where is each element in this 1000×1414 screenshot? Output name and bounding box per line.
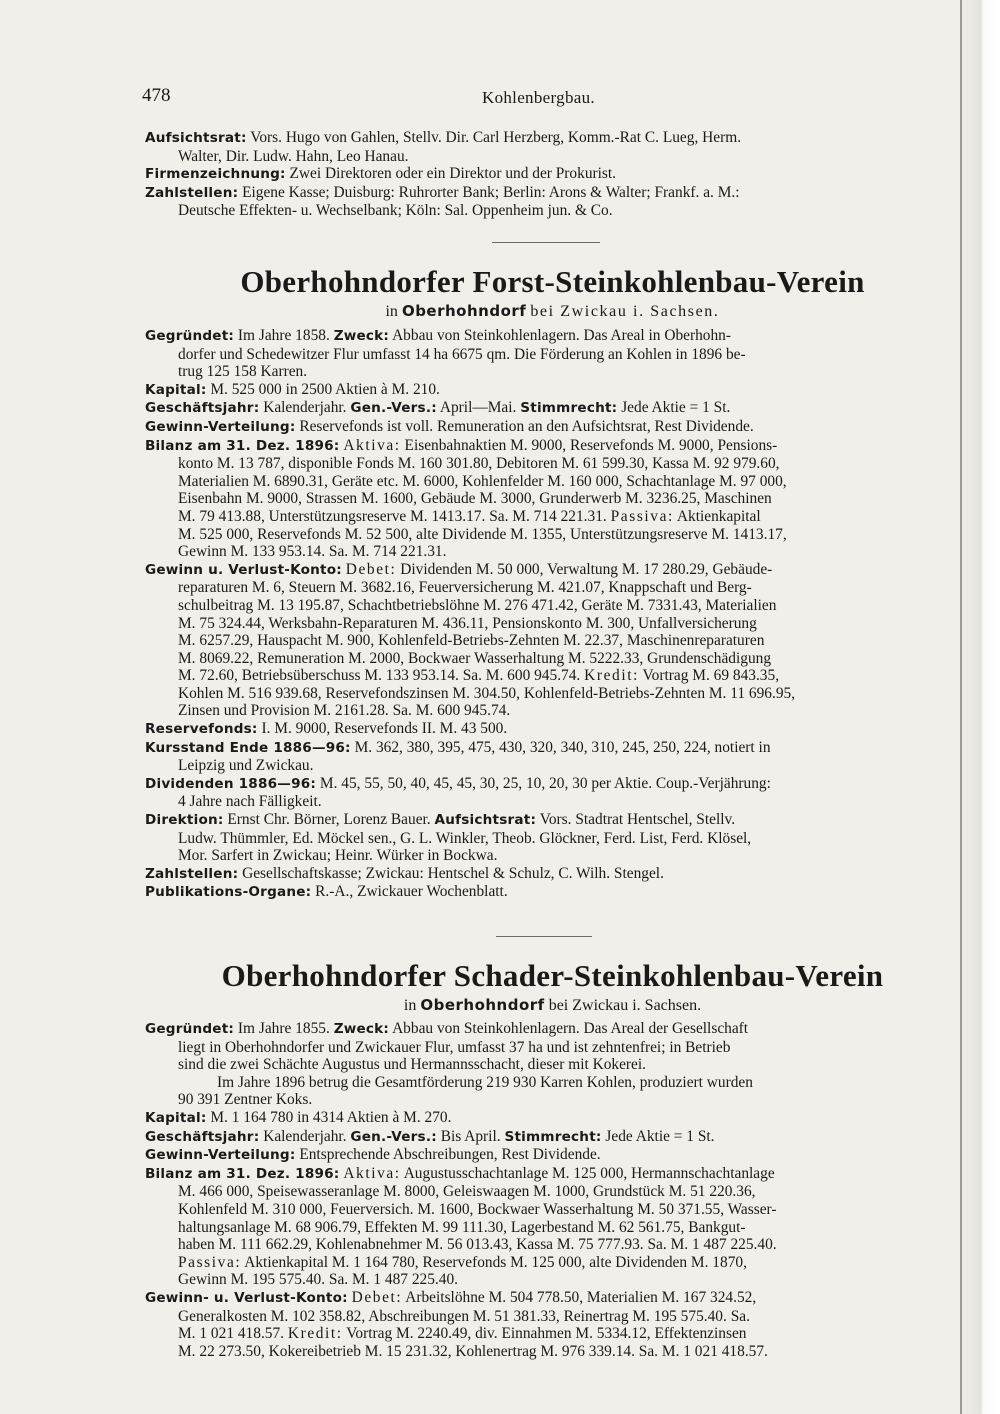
company2-body: Gegründet: Im Jahre 1855. Zweck: Abbau von Steinkohlenlagern. Das Areal der Gesellschaft liegt in Oberhohndorfer und Zwickauer Flur, umfasst 37 ha und ist zehntenfrei; in Betrieb sind die zwei Schächte Augustus und Hermannsschacht, dieser mit Kokerei. Im Jahre 1896 betrug die Gesamtförderung 219 930 Karren Kohlen, produziert wurden 90 391 Zentner Koks. Kapital: M. 1 164 780 in 4314 Aktien à M. 270. Geschäftsjahr: Kalenderjahr. Gen.-Vers.: Bis April. Stimmrecht: Jede Aktie = 1 St. Gewinn-Verteilung: Entsprechende Abschreibungen, Rest Dividende. Bilanz am 31. Dez. 1896: Aktiva: Augustusschachtanlage M. 125 000, Hermannschachtanlage M. 466 000, Speisewasseranlage M. 8000, Geleiswaagen M. 1000, Grundstück M. 51 220.36, Kohlenfeld M. 310 000, Feuerversich. M. 1600, Bockwaer Wasserhaltung M. 50 371.55, Wasser- haltungsanlage M. 68 906.79, Effekten M. 99 111.30, Lagerbestand M. 62 561.75, Bankgut- haben M. 111 662.29, Kohlenabnehmer M. 56 013.43, Kassa M. 75 777.93. Sa. M. 1 487 225.40. Passiva: Aktienkapital M. 1 164 780, Reservefonds M. 125 000, alte Dividenden M. 1870, Gewinn M. 195 575.40. Sa. M. 1 487 225.40. Gewinn- u. Verlust-Konto: Debet: Arbeitslöhne M. 504 778.50, Materialien M. 167 324.52, Generalkosten M. 102 358.82, Abschreibungen M. 51 381.33, Reinertrag M. 195 575.40. Sa. M. 1 021 418.57. Kredit: Vortrag M. 2240.49, div. Einnahmen M. 5334.12, Effektenzinsen M. 22 273.50, Kokereibetrieb M. 15 231.32, Kohlenertrag M. 976 339.14. Sa. M. 1 021 418.57. <box>145 1020 960 1360</box>
c2-gegruendet: Gegründet: Im Jahre 1855. Zweck: Abbau von Steinkohlenlagern. Das Areal der Gesellschaft <box>145 1020 749 1037</box>
c1-dividenden: Dividenden 1886—96: M. 45, 55, 50, 40, 45, 45, 30, 25, 10, 20, 30 per Aktie. Coup.-Verjährung: <box>145 774 771 792</box>
prev-firmenzeichnung: Firmenzeichnung: Zwei Direktoren oder ein Direktor und der Prokurist. <box>145 165 617 183</box>
c1-gewinn-verteilung: Gewinn-Verteilung: Reservefonds ist voll. Remuneration an den Aufsichtsrat, Rest Dividende. <box>145 417 754 435</box>
prev-zahlstellen: Zahlstellen: Eigene Kasse; Duisburg: Ruhrorter Bank; Berlin: Arons & Walter; Frankf. a. M.: <box>145 183 740 201</box>
page-edge-line <box>960 0 962 1414</box>
prev-aufsichtsrat: Aufsichtsrat: Vors. Hugo von Gahlen, Stellv. Dir. Carl Herzberg, Komm.-Rat C. Lueg, Herm. <box>145 129 742 146</box>
page-number: 478 <box>142 85 171 106</box>
c1-gegruendet: Gegründet: Im Jahre 1858. Zweck: Abbau von Steinkohlenlagern. Das Areal in Oberhohn- <box>145 327 732 344</box>
c1-zahlstellen: Zahlstellen: Gesellschaftskasse; Zwickau: Hentschel & Schulz, C. Wilh. Stengel. <box>145 864 664 882</box>
company1-subtitle: in Oberhohndorf bei Zwickau i. Sachsen. <box>385 302 720 320</box>
prev-company-block: Aufsichtsrat: Vors. Hugo von Gahlen, Stellv. Dir. Carl Herzberg, Komm.-Rat C. Lueg, Herm. Walter, Dir. Ludw. Hahn, Leo Hanau. Firmenzeichnung: Zwei Direktoren oder ein Direktor und der Prokurist. Zahlstellen: Eigene Kasse; Duisburg: Ruhrorter Bank; Berlin: Arons & Walter; Frankf. a. M.: Deutsche Effekten- u. Wechselbank; Köln: Sal. Oppenheim jun. & Co. <box>145 129 960 220</box>
c1-bilanz: Bilanz am 31. Dez. 1896: Aktiva: Eisenbahnaktien M. 9000, Reservefonds M. 9000, Pensions- <box>145 436 778 454</box>
c1-reservefonds: Reservefonds: I. M. 9000, Reservefonds II. M. 43 500. <box>145 720 508 738</box>
company1-title: Oberhohndorfer Forst-Steinkohlenbau-Verein <box>240 264 865 299</box>
c1-gewinn-verlust: Gewinn u. Verlust-Konto: Debet: Dividenden M. 50 000, Verwaltung M. 17 280.29, Gebäude- <box>145 560 773 578</box>
c1-kapital: Kapital: M. 525 000 in 2500 Aktien à M. 210. <box>145 380 440 398</box>
c1-publikations-organe: Publikations-Organe: R.-A., Zwickauer Wochenblatt. <box>145 883 508 901</box>
c1-geschaeftsjahr: Geschäftsjahr: Kalenderjahr. Gen.-Vers.: April—Mai. Stimmrecht: Jede Aktie = 1 St. <box>145 399 731 417</box>
section-divider <box>492 242 600 243</box>
company1-body: Gegründet: Im Jahre 1858. Zweck: Abbau von Steinkohlenlagern. Das Areal in Oberhohn- dorfer und Schedewitzer Flur umfasst 14 ha 6675 qm. Die Förderung an Kohlen in 1896 be- trug 125 158 Karren. Kapital: M. 525 000 in 2500 Aktien à M. 210. Geschäftsjahr: Kalenderjahr. Gen.-Vers.: April—Mai. Stimmrecht: Jede Aktie = 1 St. Gewinn-Verteilung: Reservefonds ist voll. Remuneration an den Aufsichtsrat, Rest Dividende. Bilanz am 31. Dez. 1896: Aktiva: Eisenbahnaktien M. 9000, Reservefonds M. 9000, Pensions- konto M. 13 787, disponible Fonds M. 160 301.80, Debitoren M. 61 599.30, Kassa M. 92 979.60, Materialien M. 6890.31, Geräte etc. M. 6000, Kohlenfelder M. 160 000, Schachtanlage M. 97 000, Eisenbahn M. 9000, Strassen M. 1600, Gebäude M. 3000, Grunderwerb M. 3236.25, Maschinen M. 79 413.88, Unterstützungsreserve M. 1413.17. Sa. M. 714 221.31. Passiva: Aktienkapital M. 525 000, Reservefonds M. 52 500, alte Dividende M. 1355, Unterstützungsreserve M. 1413.17, Gewinn M. 133 953.14. Sa. M. 714 221.31. Gewinn u. Verlust-Konto: Debet: Dividenden M. 50 000, Verwaltung M. 17 280.29, Gebäude- reparaturen M. 6, Steuern M. 3682.16, Feuerversicherung M. 421.07, Knappschaft und Berg- schulbeitrag M. 13 195.87, Schachtbetriebslöhne M. 276 471.42, Geräte M. 7331.43, Materialien M. 75 324.44, Werksbahn-Reparaturen M. 436.11, Pensionskonto M. 300, Unfallversicherung M. 6257.29, Hauspacht M. 900, Kohlenfeld-Betriebs-Zehnten M. 22.37, Maschinenreparaturen M. 8069.22, Remuneration M. 2000, Bockwaer Wasserhaltung M. 5222.33, Grundenschädigung M. 72.60, Betriebsüberschuss M. 133 953.14. Sa. M. 600 945.74. Kredit: Vortrag M. 69 843.35, Kohlen M. 516 939.68, Reservefondszinsen M. 304.50, Kohlenfeld-Betriebs-Zehnten M. 11 696.95, Zinsen und Provision M. 2161.28. Sa. M. 600 945.74. Reservefonds: I. M. 9000, Reservefonds II. M. 43 500. Kursstand Ende 1886—96: M. 362, 380, 395, 475, 430, 320, 340, 310, 245, 250, 224, notiert in Leipzig und Zwickau. Dividenden 1886—96: M. 45, 55, 50, 40, 45, 45, 30, 25, 10, 20, 30 per Aktie. Coup.-Verjährung: 4 Jahre nach Fälligkeit. Direktion: Ernst Chr. Börner, Lorenz Bauer. Aufsichtsrat: Vors. Stadtrat Hentschel, Stellv. Ludw. Thümmler, Ed. Möckel sen., G. L. Winkler, Theob. Glöckner, Ferd. List, Ferd. Klösel, Mor. Sarfert in Zwickau; Heinr. Würker in Bockwa. Zahlstellen: Gesellschaftskasse; Zwickau: Hentschel & Schulz, C. Wilh. Stengel. Publikations-Organe: R.-A., Zwickauer Wochenblatt. <box>145 327 960 902</box>
c2-bilanz: Bilanz am 31. Dez. 1896: Aktiva: Augustusschachtanlage M. 125 000, Hermannschachtanlage <box>145 1164 775 1182</box>
c2-gewinn-verteilung: Gewinn-Verteilung: Entsprechende Abschreibungen, Rest Dividende. <box>145 1146 601 1164</box>
c2-gewinn-verlust: Gewinn- u. Verlust-Konto: Debet: Arbeitslöhne M. 504 778.50, Materialien M. 167 324.52, <box>145 1288 757 1306</box>
company2-title: Oberhohndorfer Schader-Steinkohlenbau-Verein <box>221 958 884 993</box>
running-title: Kohlenbergbau. <box>482 88 595 107</box>
c2-geschaeftsjahr: Geschäftsjahr: Kalenderjahr. Gen.-Vers.: Bis April. Stimmrecht: Jede Aktie = 1 St. <box>145 1127 715 1145</box>
c2-kapital: Kapital: M. 1 164 780 in 4314 Aktien à M. 270. <box>145 1108 452 1126</box>
c1-kursstand: Kursstand Ende 1886—96: M. 362, 380, 395, 475, 430, 320, 340, 310, 245, 250, 224, notiert in <box>145 738 771 756</box>
page-edge-shadow <box>958 0 1000 1414</box>
company2-subtitle: in Oberhohndorf bei Zwickau i. Sachsen. <box>403 996 702 1014</box>
c1-direktion: Direktion: Ernst Chr. Börner, Lorenz Bauer. Aufsichtsrat: Vors. Stadtrat Hentschel, Stellv. <box>145 811 736 829</box>
section-divider <box>496 936 592 937</box>
